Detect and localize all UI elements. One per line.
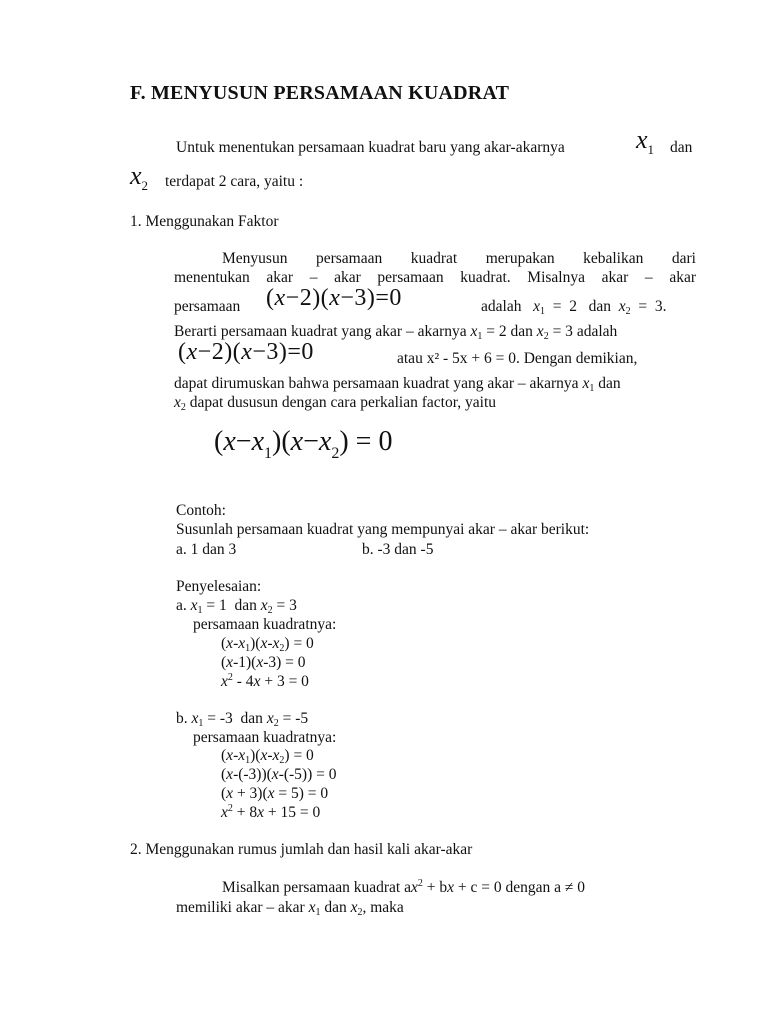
- section-2-line-1: Misalkan persamaan kuadrat $ax^2$ + bx + c = 0 dengan a ≠ 0: [222, 878, 586, 896]
- solution-b-sublabel: persamaan kuadratnya:: [193, 729, 337, 746]
- para-line-5: atau x² - 5x + 6 = 0. Dengan demikian,: [397, 350, 638, 367]
- equation-factored-2: (x−2)(x−3)=0: [178, 339, 314, 365]
- solution-a-step-1: $(x-x_1)(x-x_2) = 0$: [221, 635, 314, 654]
- general-factor-formula: $(x-x_1)(x-x_2) = 0$: [214, 426, 393, 462]
- para-line-7: $x_2$ dapat dususun dengan cara perkalian factor, yaitu: [174, 394, 497, 413]
- solution-b-step-4: $x^2 + 8x + 15 = 0$: [221, 803, 321, 821]
- solution-b-step-1: $(x-x_1)(x-x_2) = 0$: [221, 747, 314, 766]
- page-title: F. MENYUSUN PERSAMAAN KUADRAT: [130, 82, 510, 104]
- para-line-3-end: adalah $x_1 = 2$ dan $x_2 = 3$.: [481, 298, 667, 317]
- x1-variable: $x_1$: [636, 125, 655, 157]
- para-line-6: dapat dirumuskan bahwa persamaan kuadrat yang akar – akarnya $x_1$ dan: [174, 375, 621, 394]
- contoh-item-a: a. 1 dan 3: [176, 541, 237, 558]
- contoh-item-b: b. -3 dan -5: [362, 541, 434, 558]
- solution-a-sublabel: persamaan kuadratnya:: [193, 616, 337, 633]
- solution-a-roots: a. $x_1 = 1$ dan $x_2 = 3$: [176, 597, 297, 616]
- solution-b-roots: b. $x_1 = -3$ dan $x_2 = -5$: [176, 710, 309, 729]
- intro-dan: dan: [670, 139, 693, 156]
- solution-b-step-3: (x + 3)(x = 5) = 0: [221, 785, 329, 802]
- solution-a-step-3: $x^2 - 4x + 3 = 0$: [221, 672, 309, 690]
- section-2-heading: 2. Menggunakan rumus jumlah dan hasil kali akar-akar: [130, 841, 473, 858]
- intro-line-1: Untuk menentukan persamaan kuadrat baru yang akar-akarnya: [176, 139, 565, 156]
- contoh-label: Contoh:: [176, 502, 226, 519]
- section-1-heading: 1. Menggunakan Faktor: [130, 213, 279, 230]
- contoh-instruction: Susunlah persamaan kuadrat yang mempunyai akar – akar berikut:: [176, 521, 590, 538]
- para-line-1: Menyusun persamaan kuadrat merupakan kebalikan dari: [222, 250, 696, 267]
- x2-variable: $x_2$: [130, 161, 149, 193]
- para-line-2: menentukan akar – akar persamaan kuadrat. Misalnya akar – akar: [174, 269, 696, 286]
- para-line-3-start: persamaan: [174, 298, 241, 315]
- solution-b-step-2: (x-(-3))(x-(-5)) = 0: [221, 766, 337, 783]
- para-line-4: Berarti persamaan kuadrat yang akar – akarnya $x_1 = 2$ dan $x_2 = 3$ adalah: [174, 323, 618, 342]
- solution-a-step-2: (x-1)(x-3) = 0: [221, 654, 306, 671]
- section-2-line-2: memiliki akar – akar $x_1$ dan $x_2$, maka: [176, 899, 404, 918]
- equation-factored-1: (x−2)(x−3)=0: [266, 285, 402, 311]
- penyelesaian-label: Penyelesaian:: [176, 578, 262, 595]
- intro-line-2: terdapat 2 cara, yaitu :: [165, 173, 304, 190]
